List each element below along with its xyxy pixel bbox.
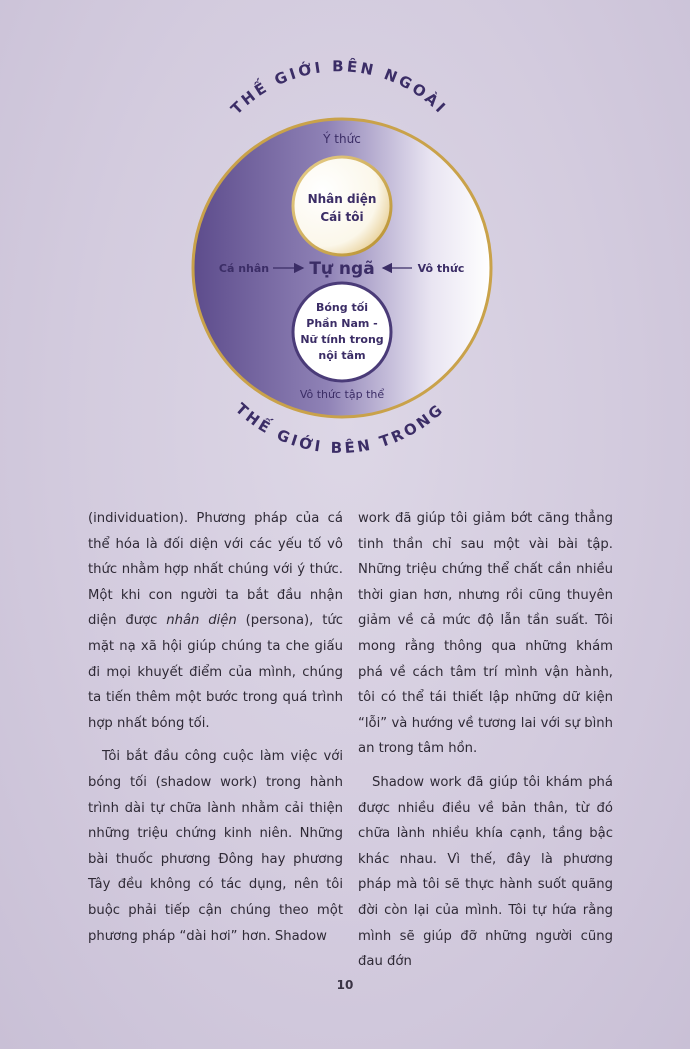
shadow-label-line2: Phần Nam -	[306, 317, 378, 330]
shadow-circle	[293, 283, 391, 381]
psyche-diagram	[0, 0, 690, 480]
conscious-label: Ý thức	[323, 132, 361, 146]
emphasis-persona: nhân diện	[166, 613, 237, 629]
unconscious-label: Vô thức	[417, 262, 465, 275]
paragraph: Shadow work đã giúp tôi khám phá được nhiều điều về bản thân, từ đó chữa lành nhiều khía cạnh, tầng bậc khác nhau. Vì thế, đây là phương pháp mà tôi sẽ thực hành suốt quãng đời còn lại của mình. Tôi tự hứa rằng mình sẽ giúp đỡ những người cũng đau đớn	[358, 774, 613, 970]
paragraph: work đã giúp tôi giảm bớt căng thẳng tinh thần chỉ sau một vài bài tập. Những triệu chứng thể chất cần nhiều thời gian hơn, nhưng rồi cũng thuyên giảm về cả mức độ lẫn tần suất. Tôi mong rằng thông qua những khám phá về cách tâm trí mình vận hành, tôi có thể tái thiết lập những dữ kiện “lỗi” và hướng về tương lai với sự bình an trong tâm hồn.	[358, 511, 613, 757]
persona-circle	[293, 157, 391, 255]
individual-label: Cá nhân	[218, 262, 270, 275]
text-column-left	[88, 506, 343, 957]
persona-label-line2: Cái tôi	[320, 210, 364, 224]
text-column-right	[358, 506, 613, 983]
paragraph: Tôi bắt đầu công cuộc làm việc với bóng tối (shadow work) trong hành trình dài tự chữa lành nhằm cải thiện những triệu chứng kinh niên. Những bài thuốc phương Đông hay phương Tây đều không có tác dụng, nên tôi buộc phải tiếp cận chúng theo một phương pháp “dài hơi” hơn. Shadow	[88, 749, 343, 944]
paragraph: (individuation). Phương pháp của cá thể hóa là đối diện với các yếu tố vô thức nhằm hợp nhất chúng với ý thức. Một khi con người ta bắt đầu nhận diện được nhân diện (persona), tức mặt nạ xã hội giúp chúng ta che giấu đi mọi khuyết điểm của mình, chúng ta tiến thêm một bước trong quá trình hợp nhất bóng tối.	[88, 511, 343, 731]
inner-world-label: THẾ GIỚI BÊN TRONG	[232, 399, 449, 457]
shadow-label-line4: nội tâm	[318, 349, 366, 362]
persona-label-line1: Nhân diện	[307, 192, 377, 206]
self-label: Tự ngã	[309, 259, 375, 279]
collective-unconscious-label: Vô thức tập thể	[299, 388, 385, 401]
shadow-label-line3: Nữ tính trong	[300, 333, 384, 346]
page-number: 10	[336, 978, 354, 992]
outer-world-label: THẾ GIỚI BÊN NGOÀI	[227, 57, 451, 119]
shadow-label-line1: Bóng tối	[315, 301, 369, 314]
